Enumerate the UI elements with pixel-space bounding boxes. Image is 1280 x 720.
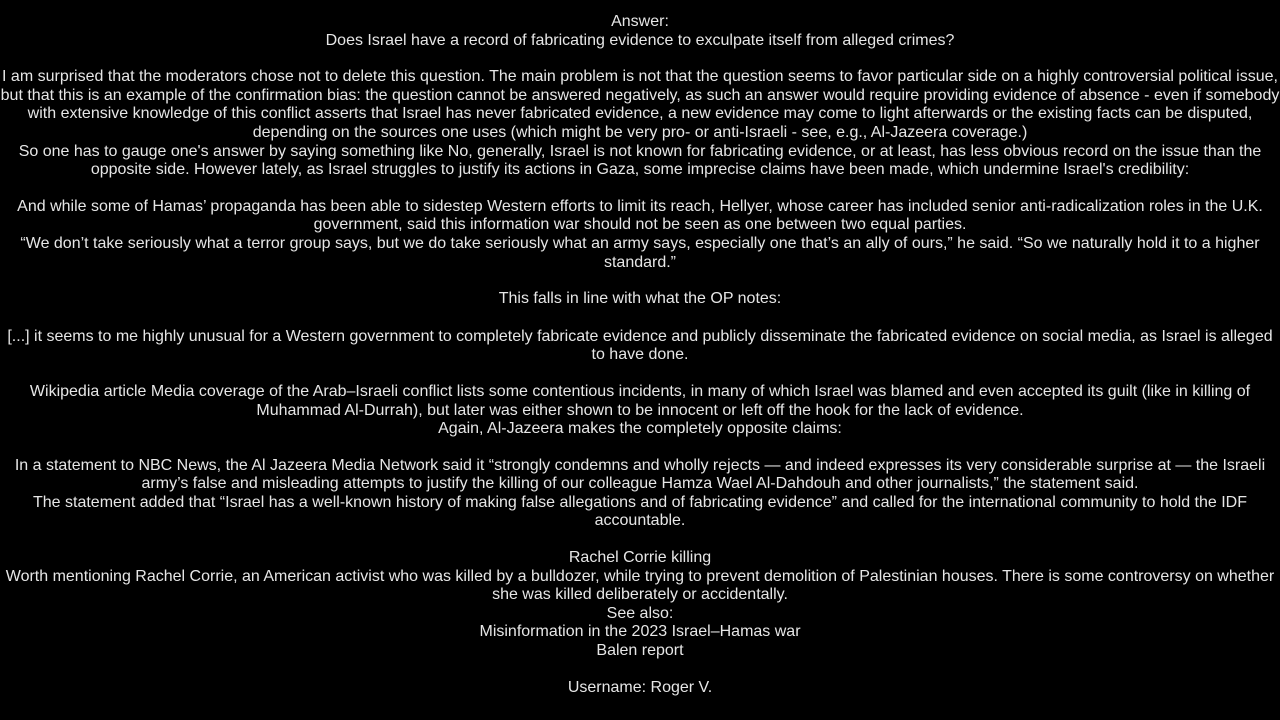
aljazeera-intro: Again, Al-Jazeera makes the completely opposite claims: (438, 420, 842, 438)
see-also-item-balen-report: Balen report (596, 642, 684, 660)
question-title: Does Israel have a record of fabricating evidence to exculpate itself from alleged crimes? (325, 31, 955, 49)
see-also-label: See also: (606, 604, 674, 622)
aljazeera-quote-1: In a statement to NBC News, the Al Jazeera Media Network said it “strongly condemns and wholly rejects — and indeed expresses its very considerable surprise at — the Israeli army’s false and misleading attempts to justify the killing of our colleague Hamza Wael Al-Dahdouh and other journalists,” the statement said. (14, 456, 1266, 493)
wikipedia-section (0, 383, 1280, 439)
gauge-paragraph: So one has to gauge one's answer by saying something like No, generally, Israel is not known for fabricating evidence, or at least, has less obvious record on the issue than the opposite side. However lately, as Israel struggles to justify its actions in Gaza, some imprecise claims have been made, which undermine Israel's credibility: (18, 142, 1262, 179)
answer-label: Answer: (611, 13, 669, 30)
aljazeera-quote-section (0, 457, 1280, 531)
username: Username: Roger V. (567, 678, 713, 696)
aljazeera-quote-2: The statement added that “Israel has a well-known history of making false allegations and of fabricating evidence” and called for the international community to hold the IDF accountable. (33, 493, 1247, 530)
intro-section (0, 68, 1280, 180)
hellyer-quote: And while some of Hamas’ propaganda has been able to sidestep Western efforts to limit its reach, Hellyer, whose career has included senior anti-radicalization roles in the U.K. government, said this information war should not be seen as one between two equal parties. (17, 197, 1263, 234)
op-quote: [...] it seems to me highly unusual for a Western government to completely fabricate evidence and publicly disseminate the fabricated evidence on social media, as Israel is alleged to have done. (7, 327, 1273, 364)
intro-paragraph: I am surprised that the moderators chose not to delete this question. The main problem is not that the question seems to favor particular side on a highly controversial political issue, but that this is an example of the confirmation bias: the question cannot be answered negatively, as such an answer would require providing evidence of absence - even if somebody with extensive knowledge of this conflict asserts that Israel has never fabricated evidence, a new evidence may come to light afterwards or the existing facts can be disputed, depending on the sources one uses (which might be very pro- or anti-Israeli - see, e.g., Al-Jazeera coverage.) (0, 68, 1280, 141)
op-quote-section (0, 328, 1280, 365)
corrie-paragraph: Worth mentioning Rachel Corrie, an American activist who was killed by a bulldozer, while trying to prevent demolition of Palestinian houses. There is some controversy on whether she was killed deliberately or accidentally. (5, 567, 1275, 604)
hellyer-quote-section (0, 198, 1280, 272)
op-intro: This falls in line with what the OP notes: (498, 290, 782, 308)
terror-group-quote: “We don’t take seriously what a terror group says, but we do take seriously what an army says, especially one that’s an ally of ours,” he said. “So we naturally hold it to a higher standard.” (20, 234, 1260, 271)
footer-section (0, 679, 1280, 698)
answer-header (0, 13, 1280, 50)
corrie-section (0, 549, 1280, 661)
op-intro-section (0, 290, 1280, 309)
corrie-heading: Rachel Corrie killing (568, 549, 712, 567)
wikipedia-paragraph: Wikipedia article Media coverage of the Arab–Israeli conflict lists some contentious incidents, in many of which Israel was blamed and even accepted its guilt (like in killing of Muhammad Al-Durrah), but later was either shown to be innocent or left off the hook for the lack of evidence. (29, 382, 1251, 419)
see-also-item-misinformation: Misinformation in the 2023 Israel–Hamas war (479, 623, 801, 641)
